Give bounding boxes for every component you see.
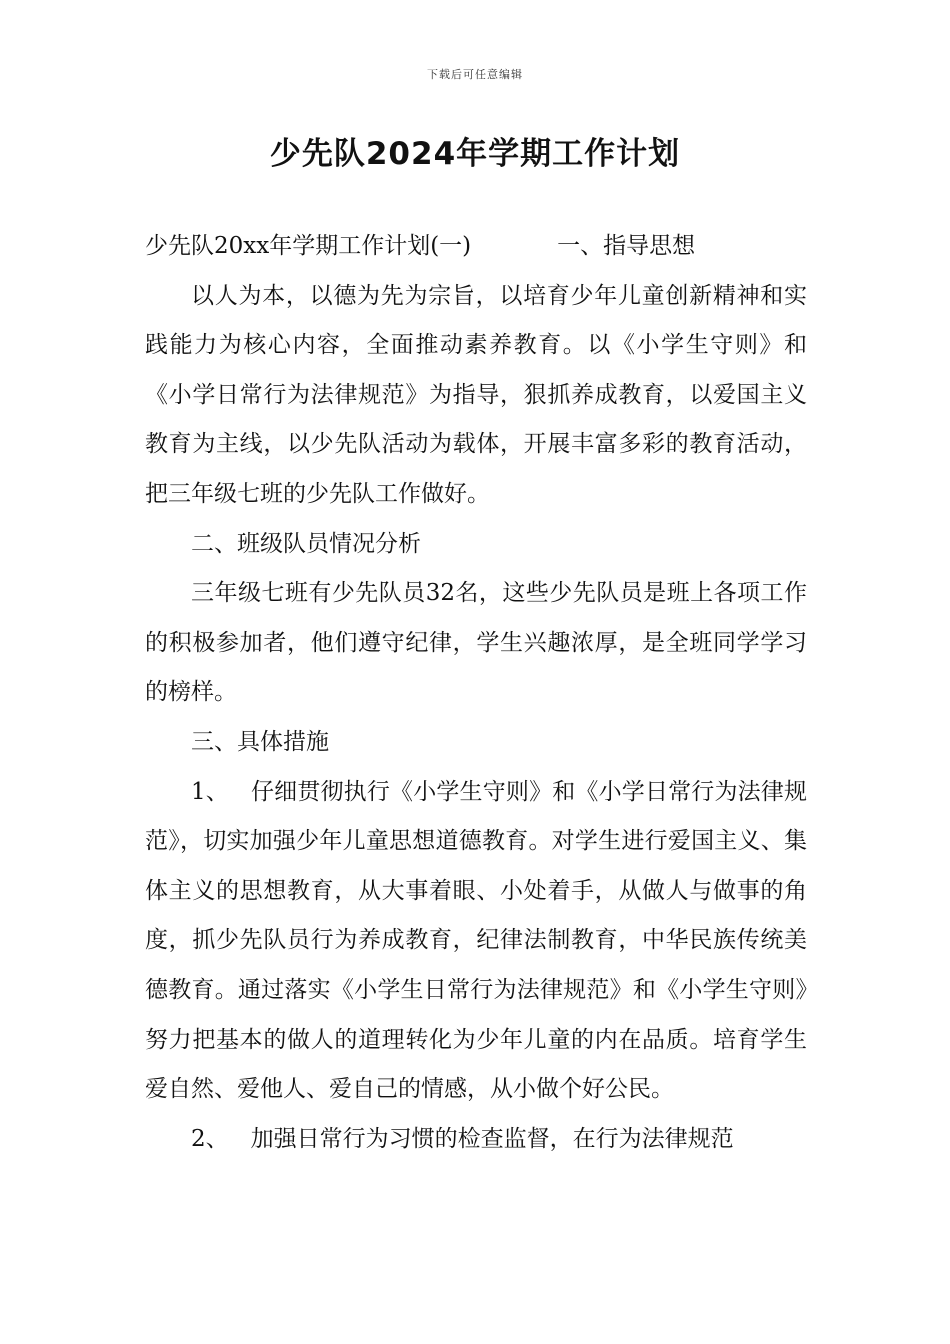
item2-paragraph	[145, 1115, 807, 1165]
section2-paragraph: 三年级七班有少先队员32名，这些少先队员是班上各项工作的积极参加者，他们遵守纪律，学生兴趣浓厚，是全班同学学习的榜样。	[145, 580, 807, 706]
document-title: 少先队2024年学期工作计划	[269, 136, 681, 172]
intro-text: 少先队20xx年学期工作计划(一)	[145, 233, 472, 259]
item2-number: 2、	[191, 1125, 229, 1152]
section1-paragraph: 以人为本，以德为先为宗旨，以培育少年儿童创新精神和实践能力为核心内容，全面推动素养教育。以《小学生守则》和《小学日常行为法律规范》为指导，狠抓养成教育，以爱国主义教育为主线，以少先队活动为载体，开展丰富多彩的教育活动，把三年级七班的少先队工作做好。	[145, 282, 807, 507]
item2-text: 加强日常行为习惯的检查监督，在行为法律规范	[250, 1125, 734, 1152]
item1-text: 仔细贯彻执行《小学生守则》和《小学日常行为法律规范》，切实加强少年儿童思想道德教育。对学生进行爱国主义、集体主义的思想教育，从大事着眼、小处着手，从做人与做事的角度，抓少先队员行为养成教育，纪律法制教育，中华民族传统美德教育。通过落实《小学生日常行为法律规范》和《小学生守则》努力把基本的做人的道理转化为少年儿童的内在品质。培育学生爱自然、爱他人、爱自己的情感，从小做个好公民。	[145, 778, 807, 1103]
item1-paragraph	[145, 768, 807, 1115]
section2-heading: 二、班级队员情况分析	[191, 530, 421, 557]
header-note: 下载后可任意编辑	[427, 68, 523, 81]
section3-heading: 三、具体措施	[191, 728, 329, 755]
document-body	[145, 222, 807, 1164]
section1-heading: 一、指导思想	[557, 233, 696, 259]
item1-number: 1、	[191, 778, 229, 805]
intro-line	[145, 222, 807, 272]
